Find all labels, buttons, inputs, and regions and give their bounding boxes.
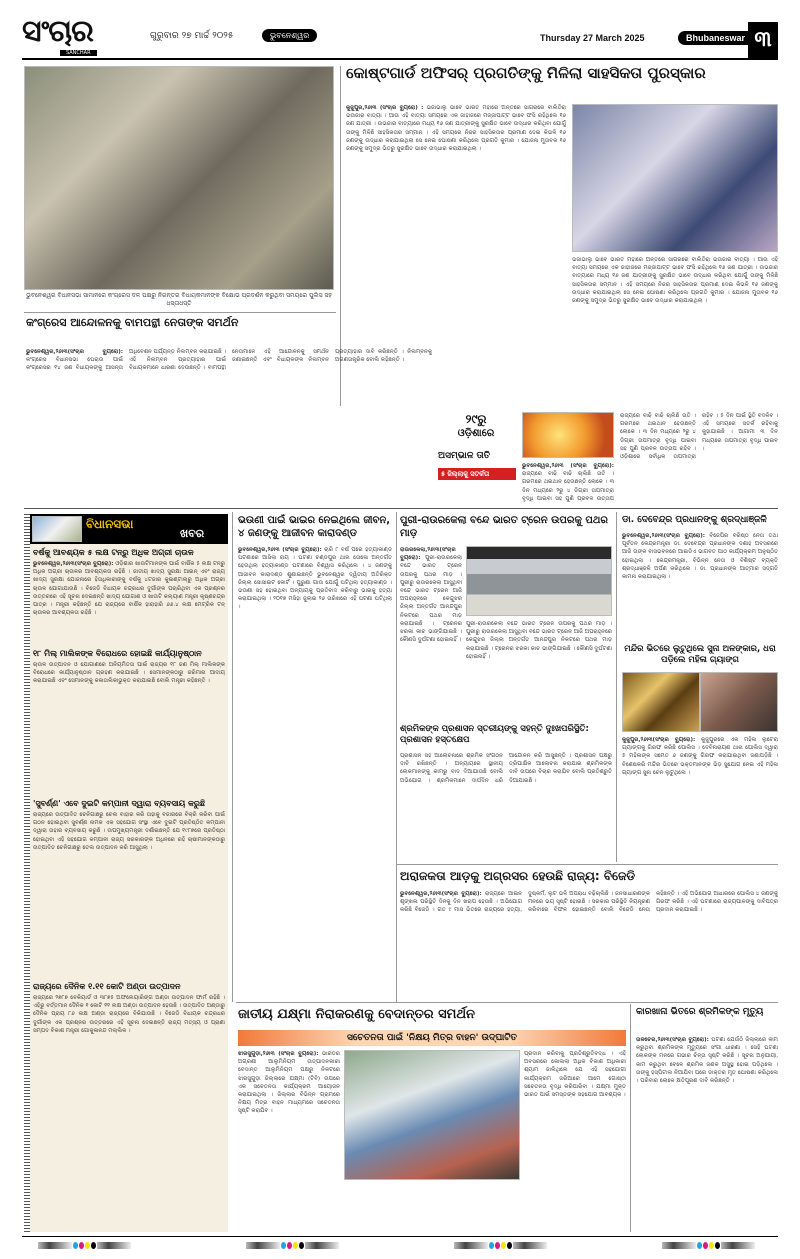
vidhansabha-label: ବିଧାନସଭା xyxy=(86,517,134,531)
heatwave-text: ରାଜ୍ୟରେ ବାଢି ବାଢି ଚାଲିଛି ତାତି । ଗରମରେ ଥଇଥାନ ହେଉଛନ୍ତି ଲୋକେ । ୩ ଦିନ ମଧ୍ୟରେ ୨ରୁ ୪ ଡିଗ୍ରୀ ତାପମାତ୍ରା ବୃଦ୍ଧି ପାଇବା ସହ ପୁଣି ପ୍ରବଳ ଉତ୍ତାପ xyxy=(522,471,614,502)
odia-date: ଗୁରୁବାର ୨୭ ମାର୍ଚ୍ଚ ୨୦୨୫ xyxy=(150,31,234,41)
vs-item3-body: ରାଜ୍ୟରେ ଉତ୍ପାଦିତ ଚେନିଗାଛରୁ ଚେଲ ବାହାର କରି ତାହାକୁ ବଜାରରେ ବିକ୍ରି କରିବା ପାଇଁ ଗଠନ ହୋଇଥିବା ସୁବର୍ଣ୍ଣ ନାମକ ଏକ ସହଯୋଗ ସଂସ୍ଥା ଏବେ ଦୁଇଟି ପ୍ରତିଷ୍ଠିତ କମ୍ପାନୀ ଦ୍ୱାରା ତାହାର ବ୍ୟବସାୟ କରୁଛି । ଉପମୁଖ୍ୟମନ୍ତ୍ରୀ ଦର୍ଶାଇଛନ୍ତି ଯେ ୧୯୮୭ରେ ପ୍ରତିଷ୍ଠା ହୋଇଥିବା ଏହି ସହଯୋଗ କମ୍ପାନୀ ରାଜ୍ୟ ସରକାରଙ୍କ ଅଧିନରେ ରହି ଚାଷୀମାନଙ୍କଠାରୁ ଉତ୍ପାଦିତ ଚେନିଗାଛରୁ ତେଲ ଉତ୍ପାଦନ କରି ଆସୁଥିଲା । xyxy=(33,812,225,851)
tribute-headline: ଡା. ଦେବେନ୍ଦ୍ର ପ୍ରଧାନଙ୍କୁ ଶ୍ରଦ୍ଧାଞ୍ଜଳି xyxy=(622,515,767,525)
gold-jewellery-photo xyxy=(622,672,700,732)
column-divider xyxy=(630,1004,631,1232)
vs-item2-headline: ୧୮ ମିଲ୍ ମାଲିକଙ୍କ ବିରୋଧରେ ହୋଇଛି କାର୍ଯ୍ୟାନୁଷ୍ଠାନ xyxy=(33,649,202,658)
vande-bharat-dateline: ରାଉରକେଲା,୨୬ା୩(ସଂଚାର ବ୍ୟୁରୋ): xyxy=(400,547,456,562)
worker-death-text: ଘଟଣା ଯେଉଁଠି ଜିଲ୍ଲାରେ କାମ କରୁଥିବା ଶ୍ରମିକଙ୍କ ମୃତ୍ୟୁରେ ସଂଗୀ ଧାରଣା । ସେହି ଘଟଣା ଲୋକଙ୍କ ମନରେ ଗଭୀର ଚିନ୍ତା ସୃଷ୍ଟି କରିଛି । ସୂଚନା ଅନୁଯାୟୀ, କାମ କରୁଥିବା ବେଳେ ଶ୍ରମିକ ଜଣକ ଅସୁସ୍ଥ ହୋଇ ପଡ଼ିଥିଲେ । ତାଙ୍କୁ ହସ୍ପିଟାଲ ନିଆଯିବା ପରେ ଡାକ୍ତର ମୃତ ଘୋଷଣା କରିଥିଲେ । ପରିବାର ଲୋକେ କ୍ଷତିପୂରଣ ଦାବି କରିଛନ୍ତି । xyxy=(636,1037,778,1085)
heatwave-line2: ଓଡ଼ିଶାରେ xyxy=(457,428,495,439)
vs-item4-headline: ରାଜ୍ୟରେ ଦୈନିକ ୧.୧୧ କୋଟି ଅଣ୍ଡା ଉତ୍ପାଦନ xyxy=(33,982,181,991)
vande-bharat-body xyxy=(400,546,462,718)
vs-item4-body: ରାଜ୍ୟରେ ୨୭୮୭ ବେକିୟାର୍ଡ ଓ ୩୮୭୫ ଅଫଲେୟାରିଙ୍ଗ ଅଣ୍ଡା ଉତ୍ପାଦନ ଫାର୍ମ ରହିଛି । ଏହିରୁ ବର୍ତ୍ତମାନ ଦୈନିକ ୧ କୋଟି ୧୧ ଲକ୍ଷ ଅଣ୍ଡା ଉତ୍ପାଦନ ହେଉଛି । ଉତ୍ପାଦିତ ଅଣ୍ଡାରୁ ଦୈନିକ ପ୍ରାୟ ୮୬ ଲକ୍ଷ ଅଣ୍ଡା ରାଜ୍ୟରେ ବିକିଯାଉଛି । ବିଜେଡି ବିଧାୟକ ଚନ୍ଦ୍ରଧର ଦୁର୍ଗାଙ୍କ ଏକ ପ୍ରଶ୍ନର ଉତ୍ତରରେ ଏହି ସୂଚନା ଦେଇଛନ୍ତି ରାଜ୍ୟ ମତ୍ସ୍ୟ ଓ ପ୍ରାଣୀ ସମ୍ପଦ ବିକାଶ ମନ୍ତ୍ରୀ ଗୋକୁଳାନନ୍ଦ ମଲ୍ଲିକ । xyxy=(33,995,225,1034)
heatwave-headline xyxy=(438,412,514,448)
divider xyxy=(396,864,778,865)
column-divider xyxy=(616,512,617,862)
vs-lead-text: ଓଡ଼ିଶାର ଖାଉଟିମାନଙ୍କ ପାଇଁ ବାର୍ଷିକ ୫ ଲକ୍ଷ ଟନ୍‌ରୁ ଅଧିକ ଅଗ୍ରୀ ଚାଉଳର ଆବଶ୍ୟକତା ରହିଛି । ଜାତୀୟ ଖାଦ୍ୟ ସୁରକ୍ଷା ଆଇନ୍ ଏବଂ ରାଜ୍ୟ ଖାଦ୍ୟ ସୁରକ୍ଷା ଯୋଜନାରେ ହିତାଧିକାରୀଙ୍କୁ ବର୍ଷକୁ ୪ଟଜାର କୁଇଣ୍ଟାଲ୍‌ରୁ ଅଧିକ ଅଗ୍ରୀ ଚାଉଳ ଯୋଗାଯାଉଛି । ବିଜେଡି ବିଧାୟକ ଚନ୍ଦ୍ରଧର ଦୁର୍ଗାଙ୍କ ପଚାରିଥିବା ଏକ ପ୍ରଶ୍ନର ଉତ୍ତରରେ ଏହି ସୂଚନା ଦେଇଛନ୍ତି ଖାଦ୍ୟ ଯୋଗାଣ ଓ ଖାଉଟି କଲ୍ୟାଣ ମନ୍ତ୍ରୀ କୃଷ୍ଣଚନ୍ଦ୍ର ପାତ୍ର । ମନ୍ତ୍ରୀ କହିଛନ୍ତି ଯେ ରାଜ୍ୟରେ ବାର୍ଷିକ ହାରାହାରି ୬୬.୪ ଲକ୍ଷ ମେଟ୍ରିକ ଟନ୍ ଚାଉଳର ଆବଶ୍ୟକତା ରହିଛି । xyxy=(33,561,225,617)
coastguard-text-cont: ଭଜାଭାଲୁ ଭାବେ ଭାରତ ମହାରେ ଅନ୍ତରେ ସାଗରରେ ବାଲିତିରା ଭଉଜାର ବାତ୍ୟା । ଆଉ ଏହି ବାତ୍ୟା ସମୟରେ ଏକ ଜାହାଜରେ ମଜ୍ଜାପାଟ୍ଟ ଭାବେ ଫସି ରହିଥିଲେ ୧୬ ଜଣ ଯାତ୍ରୀ । ଉଭଜାର ବାତ୍ୟାରେ ମଧ୍ୟ ୧୬ ଜଣ ଯାତ୍ରୀଙ୍କୁ ସୁରକ୍ଷିତ ଭାବେ ଉଦ୍ଧାର କରିଥିବା ଯୋଗୁଁ ତାଙ୍କୁ ମିଳିଛି ସାହସିକତାର ସମ୍ମାନ । ଏହି ସମୟରେ ନିଜର ସାହସିକତାର ପ୍ରମାଣ ଦେଇ କିଭଳି ୧୬ ଜଣଙ୍କୁ ଉଦ୍ଧାର କରାଯାଇଥିଲା ସେ ନେଇ ଘୋଷଣା କରିଥିଲେ ପ୍ରଗତି କୁମାର । ଯୋଜନା ମୁତାବକ ୧୬ ଜଣଙ୍କୁ ସମୁଦ୍ର ଭିତରୁ ସୁରକ୍ଷିତ ଭାବେ ଉଦ୍ଧାର କରାଯାଇଥିଲା । xyxy=(572,257,778,305)
tribute-dateline: ଭୁବନେଶ୍ୱର,୨୬ା୩(ସଂଚାର ବ୍ୟୁରୋ): xyxy=(622,533,705,539)
coastguard-award-photo xyxy=(572,104,778,252)
heatwave-body xyxy=(522,462,614,503)
section-divider xyxy=(24,508,778,509)
newspaper-logo: ସଂଚାର xyxy=(22,14,93,49)
heatwave-photo xyxy=(522,412,614,458)
life-sentence-text: ଚାରି ୮ ବର୍ଷ ପରେ ହତ୍ୟାକାଣ୍ଡ ଘଟଣାରେ ଆସିଲା ରାୟ । ଘଟଣା ଚଣ୍ଡପୁର ଥାନା ତୋଳୋ ଅନ୍ତର୍ଗତ ହେଉଥିଲା ହତ୍ୟାକାଣ୍ଡ ଘଟଣାରେ ବିଶ୍ୱାସ କରିଥିଲେ । ୪ ଜଣଙ୍କୁ ଆଜୀବନ କାରାଦଣ୍ଡ ଶୁଣାଇଛନ୍ତି ଭୁବନେଶ୍ୱର ଦ୍ୱିତୀୟ ଅତିରିକ୍ତ ଜିଲ୍ଲା ସୋସାଇଟ କୋର୍ଟ । ପୁରୁଣା ଗାଉ ଯୋଗୁଁ ଘଟିଥିଲା ହତ୍ୟାକାଣ୍ଡ । ଭଉଣୀ ସହ ହୋଇଥିବା ଅନ୍ୟାୟକୁ ପ୍ରତିବାଦ କରିବାରୁ ଭାଇକୁ ହତ୍ୟା କରାଯାଇଥିଲା । ୨୦୧୭ ମସିହା ଜୁଲାଇ ୨୬ ତାରିଖରେ ଏହି ଘଟଣା ଘଟିଥିଲା । xyxy=(238,547,392,611)
worker-death-dateline: ତାଳଚେର,୨୬ା୩(ସଂଚାର ବ୍ୟୁରୋ): xyxy=(636,1037,709,1043)
vidhansabha-banner xyxy=(30,514,228,544)
logo-subtitle: SANCHAR xyxy=(60,50,97,56)
masthead-rule xyxy=(22,58,778,60)
divider xyxy=(236,1002,778,1003)
vande-bharat-text: ପୁରୀ-ରାଉରକେଲା ବନ୍ଦେ ଭାରତ ଟ୍ରେନ ଉପରକୁ ପଥର ମାଡ଼ । ପୁରୀରୁ ରାଉରକେଲା ଆସୁଥିବା ବନ୍ଦେ ଭାରତ ଟ୍ରେନ ଆଜି ଅପରାହ୍ନରେ କେନ୍ଦୁଝର ଜିଲ୍ଲା ଅନ୍ତର୍ଗତ ଆନନ୍ଦପୁର ନିକଟରେ ପଥର ମାଡ଼ କରାଯାଇଛି । ଟ୍ରେନର ଝରକା କାଚ ଭାଙ୍ଗିଯାଇଛି । କୌଣସି ଦୁର୍ଘଟଣା ହୋଇନାହିଁ । xyxy=(400,555,462,644)
tb-body-right: ପ୍ରଦାନ କରିବାକୁ ପ୍ରତିଶ୍ରୁତିବଦ୍ଧ । ଏହି ଅବସରରେ କୋଲଲା ଅଧିକ ବିକାଶ ଅଧିକାରୀ ଶ୍ୟାମ ଜାଲିଥିଲେ ଯେ ଏହି ସହଯୋଗୀ କାର୍ଯ୍ୟକ୍ରମ ଜରିଆରେ ଆମେ ଗୋଷ୍ଠୀ ସଚେତନତା ବୃଦ୍ଧି କରିପାରିବା । ଯକ୍ଷ୍ମା ମୁକ୍ତ ଭାରତ ପାଇଁ ସମସ୍ତଙ୍କ ସହଯୋଗ ଆବଶ୍ୟକ । xyxy=(524,1051,626,1099)
congress-headline: କଂଗ୍ରେସ ଆନ୍ଦୋଳନକୁ ବାମପନ୍ଥୀ ନେତାଙ୍କ ସମର୍ଥନ xyxy=(26,316,239,329)
congress-body xyxy=(26,348,432,405)
heatwave-dateline: ଭୁବନେଶ୍ୱର,୨୬ା୩ (ସଂଚାର ବ୍ୟୁରୋ): xyxy=(522,463,614,469)
heatwave-body-cont xyxy=(620,412,778,502)
color-registration-bar xyxy=(662,1242,755,1249)
tb-body-left xyxy=(238,1050,340,1230)
column-divider xyxy=(232,512,233,1002)
vande-bharat-headline: ପୁରୀ-ରାଉରକେଲା ବନ୍ଦେ ଭାରତ ଟ୍ରେନ ଉପରକୁ ପଥର ମାଡ଼ xyxy=(400,515,608,539)
color-registration-bar xyxy=(454,1242,547,1249)
vidhansabha-sidebox xyxy=(30,544,228,1232)
nikshay-mitra-vehicle-photo xyxy=(344,1050,520,1180)
tribute-text: ବିଜେପିର ବରିଷ୍ଠ ନେତା ତଥା ପୂର୍ବତନ କେନ୍ଦ୍ରମନ୍ତ୍ରୀ ଡା. ଦେବେନ୍ଦ୍ର ପ୍ରଧାନଙ୍କ ଦଶାହ ଅବସରରେ ଆଜି ତାଙ୍କ ବାସଭବନରେ ଆଇଡିଏ ଭାଗବତ ପାଠ କାର୍ଯ୍ୟକ୍ରମ ଅନୁଷ୍ଠିତ ହୋଇଥିଲା । କେନ୍ଦ୍ରମନ୍ତ୍ରୀ, ବିଭିନ୍ନ ନେତା ଓ ବିଶିଷ୍ଟ ବ୍ୟକ୍ତି ଶ୍ରଦ୍ଧାଞ୍ଜଳି ଅର୍ପଣ କରିଥିଲେ । ଡା. ପ୍ରଧାନଙ୍କ ଆତ୍ମାର ସଦ୍‌ଗତି କାମନା କରାଯାଇଥିଲା । xyxy=(622,533,778,581)
photo-caption: ଭୁବନେଶ୍ୱର ବିଧାନସଭା ସାମାନରେ କଂଗ୍ରେସ ଦଳ ପକ୍ଷରୁ ନିରନ୍ତର ବିଧାୟକମାନଙ୍କ ବିକ୍ଷୋଭ ପ୍ରଦର୍ଶନ କରୁଥିବା ସମୟରେ ପୁଲିସ ସହ ଧସ୍ତାଧସ୍ତି xyxy=(26,292,332,307)
temple-theft-text: କୁଜୁପୁରରେ ଏକ ମହିଳା ଲୁଟେରା ଗ୍ୟାଙ୍ଗକୁ ଗିରଫ କରିଛି ପୋଲିସ । ଦେବିନାରାୟଣ ଥାନା ପୋଲିସ ଦ୍ୱାରା ୫ ମହିଳାଙ୍କ ସମେତ ୬ ଜଣଙ୍କୁ ଗିରଫ କରାଯାଇଥିବା ଜଣାପଡ଼ିଛି । ବିଶେଷକରି ମନ୍ଦିର ଭିତରେ ଭକ୍ତମାନଙ୍କ ଭିଡ଼ ସୁଯୋଗ ନେଇ ଏହି ମହିଳା ଗ୍ୟାଙ୍ଗ ସୁନା ଚେନ ଲୁଟୁଥିଲେ । xyxy=(622,737,778,776)
tb-headline: ଜାତୀୟ ଯକ୍ଷ୍ମା ନିରାକରଣକୁ ବେଦାନ୍ତର ସମର୍ଥନ xyxy=(238,1007,476,1022)
temple-theft-headline: ମନ୍ଦିର ଭିତରେ ଲୁଟୁଥିଲେ ସୁନା ଅଳଙ୍କାର, ଧରା ପଡ଼ିଲେ ମହିଳା ଗ୍ୟାଙ୍ଗ xyxy=(624,644,776,665)
vs-lead-dateline: ଭୁବନେଶ୍ୱର,୨୬ା୩(ସଂଚାର ବ୍ୟୁରୋ): xyxy=(33,561,114,567)
temple-theft-body xyxy=(622,736,778,859)
life-sentence-headline: ଭଉଣୀ ପାଇଁ ଭାଇର ନେଇଥିଲେ ଜୀବନ, ୪ ଜଣଙ୍କୁ ଆଜୀବନ କାରାଦଣ୍ଡ xyxy=(238,515,391,539)
worker-death-headline: କାରଖାନା ଭିତରେ ଶ୍ରମିକଙ୍କ ମୃତ୍ୟୁ xyxy=(636,1007,764,1017)
edition-badge: Bhubaneswar xyxy=(678,31,753,45)
color-registration-bar xyxy=(38,1242,131,1249)
life-sentence-dateline: ଭୁବନେଶ୍ୱର,୨୬ା୩ (ସଂଚାର ବ୍ୟୁରୋ): xyxy=(238,547,322,553)
congress-protest-photo xyxy=(24,66,334,290)
shramik-body: ପ୍ରଶାସନ ସହ ଆଲୋଚନାରେ ଶ୍ରମିକ ସଂଗଠନ ଦାବି ରଖିଛନ୍ତି । ଅନ୍ୟାୟରେ ସ୍ଥାନୀୟ ଲୋକମାନଙ୍କୁ କାମରୁ ବାଦ ଦିଆଯାଉଛି ବୋଲି ଅଭିଯୋଗ । ଶ୍ରମିକମାନେ ଦୀର୍ଘଦିନ ଧରି ଆନ୍ଦୋଳନ କରି ଆସୁଛନ୍ତି । ପ୍ରଶାସନ ପକ୍ଷରୁ ତ୍ରିପାକ୍ଷିକ ଆଲୋଚନା କରାଯାଇ ଶ୍ରମିକଙ୍କ ଦାବି ଉପରେ ବିଚାର କରାଯିବ ବୋଲି ପ୍ରତିଶ୍ରୁତି ଦିଆଯାଇଛି । xyxy=(400,753,612,784)
train-photo xyxy=(466,546,612,616)
worker-death-body xyxy=(636,1036,778,1225)
anarchy-dateline: ଭୁବନେଶ୍ୱର,୨୬ା୩(ସଂଚାର ବ୍ୟୁରୋ): xyxy=(400,891,482,897)
anarchy-text: ରାଜ୍ୟରେ ଆଇନ ଶୃଙ୍ଖଳା ପରିସ୍ଥିତି ଦିନକୁ ଦିନ ଖରାପ ହେଉଛି । ଅଭିଯୋଗ କରିଛି ବିଜେଡି । ଗତ ୯ ମାସ ଭିତରେ ରାଜ୍ୟରେ ହତ୍ୟା, ଦୁଷ୍କର୍ମ, ଲୁଟ ଭଳି ଅପରାଧ ବଢ଼ିଚାଲିଛି । ଜନସାଧାରଣଙ୍କ ମନରେ ଭୟ ସୃଷ୍ଟି ହୋଇଛି । ସରକାର ପରିସ୍ଥିତି ନିୟନ୍ତ୍ରଣ କରିବାରେ ବିଫଳ ହୋଇଛନ୍ତି ବୋଲି ବିଜେଡି ନେତା କହିଛନ୍ତି । ଏହି ଅଭିଯୋଗ ଆଧାରରେ ପୋଲିସ ୪ ଜଣଙ୍କୁ ଗିରଫ କରିଛି । ଏହି ଘଟଣାରେ ରାଜ୍ୟପାଳଙ୍କୁ ଦାବିପତ୍ର ପ୍ରଦାନ କରାଯାଇଛି । xyxy=(400,891,778,914)
vs-lead-body xyxy=(33,560,225,642)
shramik-headline: ଶ୍ରମିକଙ୍କ ପ୍ରଶାସନ ସ୍ତରୀୟଙ୍କୁ ସହନ୍ତି ଦୁଃଖପରିସ୍ଥିତି: ପ୍ରଶାସନ ହସ୍ତକ୍ଷେପ xyxy=(400,724,589,745)
tb-text-left: ଭାରତର ଅଗ୍ରଣୀ ଆଲୁମିନିୟମ ଉତ୍ପାଦନକାରୀ ବେଦାନ୍ତ ଆଲୁମିନିୟମ ପକ୍ଷରୁ ନିକଟରେ ଝାରସୁଗୁଡ଼ା ଜିଲ୍ଲାରେ ଯକ୍ଷ୍ମା (ଟିବି) ଉପରେ ଏକ ସଚେତନତା କାର୍ଯ୍ୟକ୍ରମ ଆୟୋଜନ କରାଯାଇଥିଲା । ଜିଲ୍ଲାର ବିଭିନ୍ନ ଗ୍ରାମରେ ନିକ୍ଷୟ ମିତ୍ର ବାହନ ମାଧ୍ୟମରେ ସଚେତନତା ସୃଷ୍ଟି କରାଯିବ । xyxy=(238,1051,340,1115)
heatwave-text-cont: ରାଜ୍ୟରେ ବାଢି ବାଢି ଚାଲିଛି ତାତି । ଗରମରେ ଥଇଥାନ ହେଉଛନ୍ତି ଲୋକେ । ୩ ଦିନ ମଧ୍ୟରେ ୨ରୁ ୪ ଡିଗ୍ରୀ ତାପମାତ୍ରା ବୃଦ୍ଧି ପାଇବା ସହ ପୁଣି ପ୍ରବଳ ଉତ୍ତାପ ରହିବ । ଓଡ଼ିଶାରେ ସର୍ବାଧିକ ତାପମାତ୍ରା ରହିବ । ୫ ଦିନ ପାଇଁ ସ୍ଥିତି ବଦଳିବ । ଏହି ସମୟରେ ସତର୍କ ରହିବାକୁ କୁହାଯାଇଛି । ଆଗାମୀ ୩ ଦିନ ମଧ୍ୟରେ ତାପମାତ୍ରା ବୃଦ୍ଧି ପାଇବ । xyxy=(620,413,778,461)
anarchy-body xyxy=(400,890,778,997)
vande-bharat-body-cont: ପୁରୀ-ରାଉରକେଲା ବନ୍ଦେ ଭାରତ ଟ୍ରେନ ଉପରକୁ ପଥର ମାଡ଼ । ପୁରୀରୁ ରାଉରକେଲା ଆସୁଥିବା ବନ୍ଦେ ଭାରତ ଟ୍ରେନ ଆଜି ଅପରାହ୍ନରେ କେନ୍ଦୁଝର ଜିଲ୍ଲା ଅନ୍ତର୍ଗତ ଆନନ୍ଦପୁର ନିକଟରେ ପଥର ମାଡ଼ କରାଯାଇଛି । ଟ୍ରେନର ଝରକା କାଚ ଭାଙ୍ଗିଯାଇଛି । କୌଣସି ଦୁର୍ଘଟଣା ହୋଇନାହିଁ । xyxy=(466,621,612,660)
assembly-photo xyxy=(32,516,82,542)
temple-theft-dateline: କୁଜୁପୁର,୨୬ା୩(ସଂଚାର ବ୍ୟୁରୋ): xyxy=(622,737,696,743)
anarchy-headline: ଅରାଜକତା ଆଡ଼କୁ ଅଗ୍ରସର ହେଉଛି ରାଜ୍ୟ: ବିଜେଡି xyxy=(400,869,636,883)
congress-text: କଂଗ୍ରେସ ବିଧାନସଭା ଘେରାଉ ପାଇଁ କଂଗ୍ରେସର ୧୪ ଜଣ ବିଧାୟକଙ୍କୁ ଆସନ୍ତା ଅଧିବେଶନ ପର୍ଯ୍ୟନ୍ତ ନିଲମ୍ବନ କରାଯାଇଛି । ଏହି ନିଲମ୍ବନ ପ୍ରତ୍ୟାହାର ପାଇଁ ବିଧାୟକମାନେ ଧାରଣା ଦେଉଛନ୍ତି । ବାମପନ୍ଥୀ ନେତାମାନେ ଏହି ଆନ୍ଦୋଳନକୁ ସମର୍ଥନ ଜଣାଇଛନ୍ତି ଏବଂ ବିଧାୟକଙ୍କ ନିଲମ୍ବନ ପ୍ରତ୍ୟାହାର ଦାବି କରିଛନ୍ତି । ନିଲମ୍ବନକୁ ଅଗଣତାନ୍ତ୍ରିକ ବୋଲି କହିଛନ୍ତି । xyxy=(26,349,432,372)
divider xyxy=(24,312,336,313)
handcuffed-hands-photo xyxy=(700,672,778,732)
coastguard-text: ଭଜାଭାଲୁ ଭାବେ ଭାରତ ମହାରେ ଅନ୍ତରେ ସାଗରରେ ବାଲିତିରା ଭଉଜାର ବାତ୍ୟା । ଆଉ ଏହି ବାତ୍ୟା ସମୟରେ ଏକ ଜାହାଜରେ ମଜ୍ଜାପାଟ୍ଟ ଭାବେ ଫସି ରହିଥିଲେ ୧୬ ଜଣ ଯାତ୍ରୀ । ଉଭଜାର ବାତ୍ୟାରେ ମଧ୍ୟ ୧୬ ଜଣ ଯାତ୍ରୀଙ୍କୁ ସୁରକ୍ଷିତ ଭାବେ ଉଦ୍ଧାର କରିଥିବା ଯୋଗୁଁ ତାଙ୍କୁ ମିଳିଛି ସାହସିକତାର ସମ୍ମାନ । ଏହି ସମୟରେ ନିଜର ସାହସିକତାର ପ୍ରମାଣ ଦେଇ କିଭଳି ୧୬ ଜଣଙ୍କୁ ଉଦ୍ଧାର କରାଯାଇଥିଲା ସେ ନେଇ ଘୋଷଣା କରିଥିଲେ ପ୍ରଗତି କୁମାର । ଯୋଜନା ମୁତାବକ ୧୬ ଜଣଙ୍କୁ ସମୁଦ୍ର ଭିତରୁ ସୁରକ୍ଷିତ ଭାବେ ଉଦ୍ଧାର କରାଯାଇଥିଲା । xyxy=(346,105,566,153)
coastguard-dateline: କୁଜୁପୁର,୨୬ା୩ (ସଂଚାର ବ୍ୟୁରୋ) : xyxy=(346,105,424,111)
heatwave-line3: ଅସମ୍ଭାଳ ତାତି xyxy=(438,451,491,461)
khabar-label: ଖବର xyxy=(180,527,205,540)
english-date: Thursday 27 March 2025 xyxy=(540,33,645,43)
heatwave-line1: ୨୯ରୁ xyxy=(465,412,487,426)
color-registration-bar xyxy=(246,1242,339,1249)
odia-edition-badge: ଭୁବନେଶ୍ୱର xyxy=(262,29,317,42)
coastguard-headline: କୋଷ୍ଟଗାର୍ଡ ଅଫିସର୍ ପ୍ରଗତିଙ୍କୁ ମିଳିଲା ସାହସିକତା ପୁରସ୍କାର xyxy=(346,64,706,82)
page-number: ୩ xyxy=(748,22,778,58)
column-divider xyxy=(396,512,397,1002)
tribute-body xyxy=(622,532,778,639)
vs-lead-headline: ବର୍ଷକୁ ଆବଶ୍ୟକ ୫ ଲକ୍ଷ ଟନ୍‌ରୁ ଅଧିକ ଅଗ୍ରୀ ଚାଉଳ xyxy=(33,548,194,557)
vs-item3-headline: 'ସୁବର୍ଣ୍ଣ' ଏବେ ଦୁଇଟି କମ୍ପାନୀ ଦ୍ୱାରା ବ୍ୟବସାୟ କରୁଛି xyxy=(33,799,206,808)
life-sentence-body xyxy=(238,546,392,997)
tb-subheadline: ସଚେତନତା ପାଇଁ 'ନିକ୍ଷୟ ମିତ୍ର ବାହନ' ଉଦ୍‌ଘାଟିତ xyxy=(238,1030,626,1046)
tb-dateline: ଝାରସୁଗୁଡ଼ା,୨୬ା୩ (ସଂଚାର ବ୍ୟୁରୋ): xyxy=(238,1051,319,1057)
footer-rule xyxy=(22,1236,778,1237)
coastguard-body xyxy=(346,104,566,309)
coastguard-body-cont xyxy=(572,256,778,305)
heatwave-alert-badge: ୫ ଜିଲ୍ଲାକୁ ସତର୍କତା xyxy=(438,468,516,480)
vs-item2-body: ଚାଉଳ ଉତ୍ପାଦନ ଓ ଯୋଗାଣରେ ଅନିୟମିତତା ପାଇଁ ରାଜ୍ୟର ୧୮ ଜଣ ମିଲ୍ ମାଲିକଙ୍କ ବିରୋଧରେ କାର୍ଯ୍ୟାନୁଷ୍ଠାନ ଗ୍ରହଣ କରାଯାଇଛି । ସେମାନଙ୍କଠାରୁ ଜରିମାନା ଆଦାୟ କରାଯାଇଛି ଏବଂ ସେମାନଙ୍କୁ କଳାତାଲିକାଭୁକ୍ତ କରାଯାଇଛି ବୋଲି ମନ୍ତ୍ରୀ କହିଛନ୍ତି । xyxy=(33,662,225,685)
congress-dateline: ଭୁବନେଶ୍ୱର,୨୬ା୩(ସଂଚାର ବ୍ୟୁରୋ): xyxy=(26,349,123,355)
